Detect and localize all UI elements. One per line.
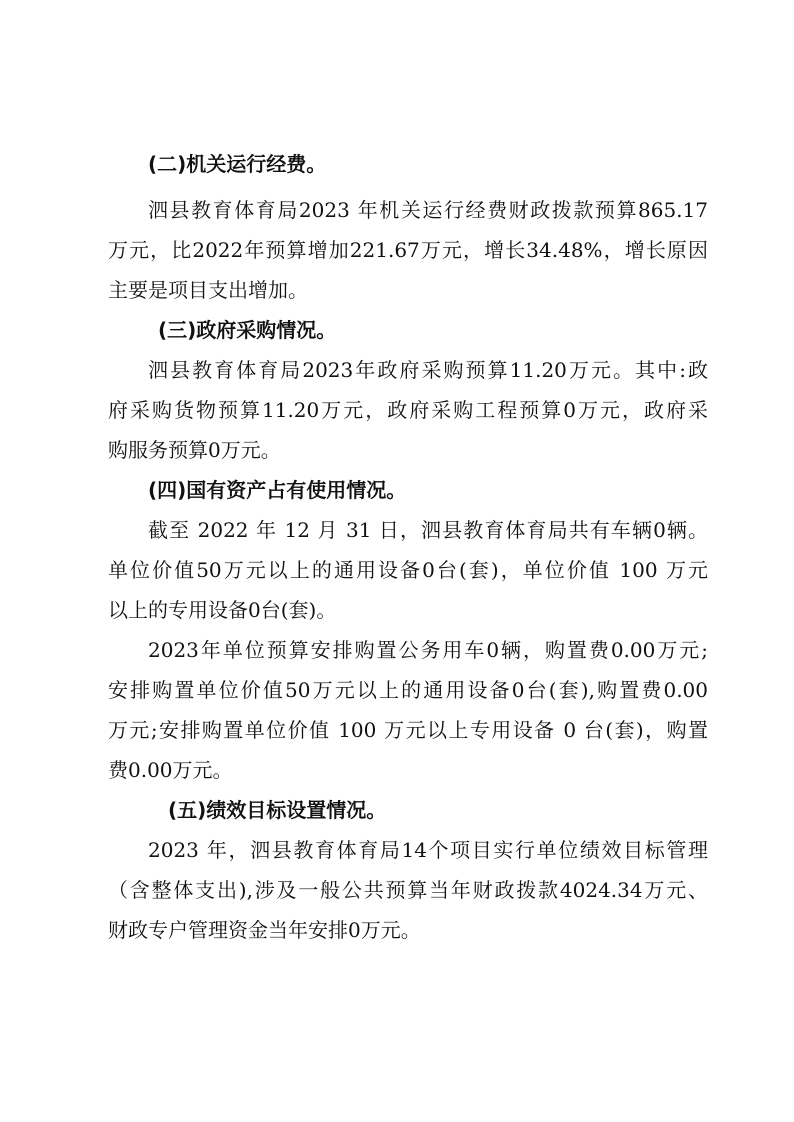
paragraph-line: 购服务预算0万元。 bbox=[108, 438, 281, 462]
paragraph-line: 截至 2022 年 12 月 31 日，泗县教育体育局共有车辆0辆。 bbox=[148, 518, 708, 542]
paragraph-line: 2023年单位预算安排购置公务用车0辆，购置费0.00万元; bbox=[148, 638, 708, 662]
paragraph-line: 以上的专用设备0台(套)。 bbox=[108, 598, 337, 622]
paragraph-line: 府采购货物预算11.20万元，政府采购工程预算0万元，政府采 bbox=[108, 398, 708, 422]
paragraph-line: 财政专户管理资金当年安排0万元。 bbox=[108, 918, 421, 942]
section-heading-procurement: (三)政府采购情况。 bbox=[158, 318, 337, 342]
paragraph-line: 泗县教育体育局2023年政府采购预算11.20万元。其中:政 bbox=[148, 358, 708, 382]
paragraph-line: 费0.00万元。 bbox=[108, 758, 233, 782]
paragraph-line: 单位价值50万元以上的通用设备0台(套)，单位价值 100 万元 bbox=[108, 558, 708, 582]
paragraph-line: 安排购置单位价值50万元以上的通用设备0台(套),购置费0.00 bbox=[108, 678, 708, 702]
section-heading-operating-expenses: (二)机关运行经费。 bbox=[148, 152, 327, 176]
paragraph-line: 万元，比2022年预算增加221.67万元，增长34.48%，增长原因 bbox=[108, 238, 708, 262]
paragraph-line: （含整体支出),涉及一般公共预算当年财政拨款4024.34万元、 bbox=[108, 878, 708, 902]
paragraph-line: 万元;安排购置单位价值 100 万元以上专用设备 0 台(套)，购置 bbox=[108, 718, 708, 742]
section-heading-assets: (四)国有资产占有使用情况。 bbox=[148, 478, 407, 502]
paragraph-line: 2023 年，泗县教育体育局14个项目实行单位绩效目标管理 bbox=[148, 838, 708, 862]
section-heading-performance-goals: (五)绩效目标设置情况。 bbox=[168, 798, 387, 822]
paragraph-line: 泗县教育体育局2023 年机关运行经费财政拨款预算865.17 bbox=[148, 198, 708, 222]
paragraph-line: 主要是项目支出增加。 bbox=[108, 278, 308, 302]
